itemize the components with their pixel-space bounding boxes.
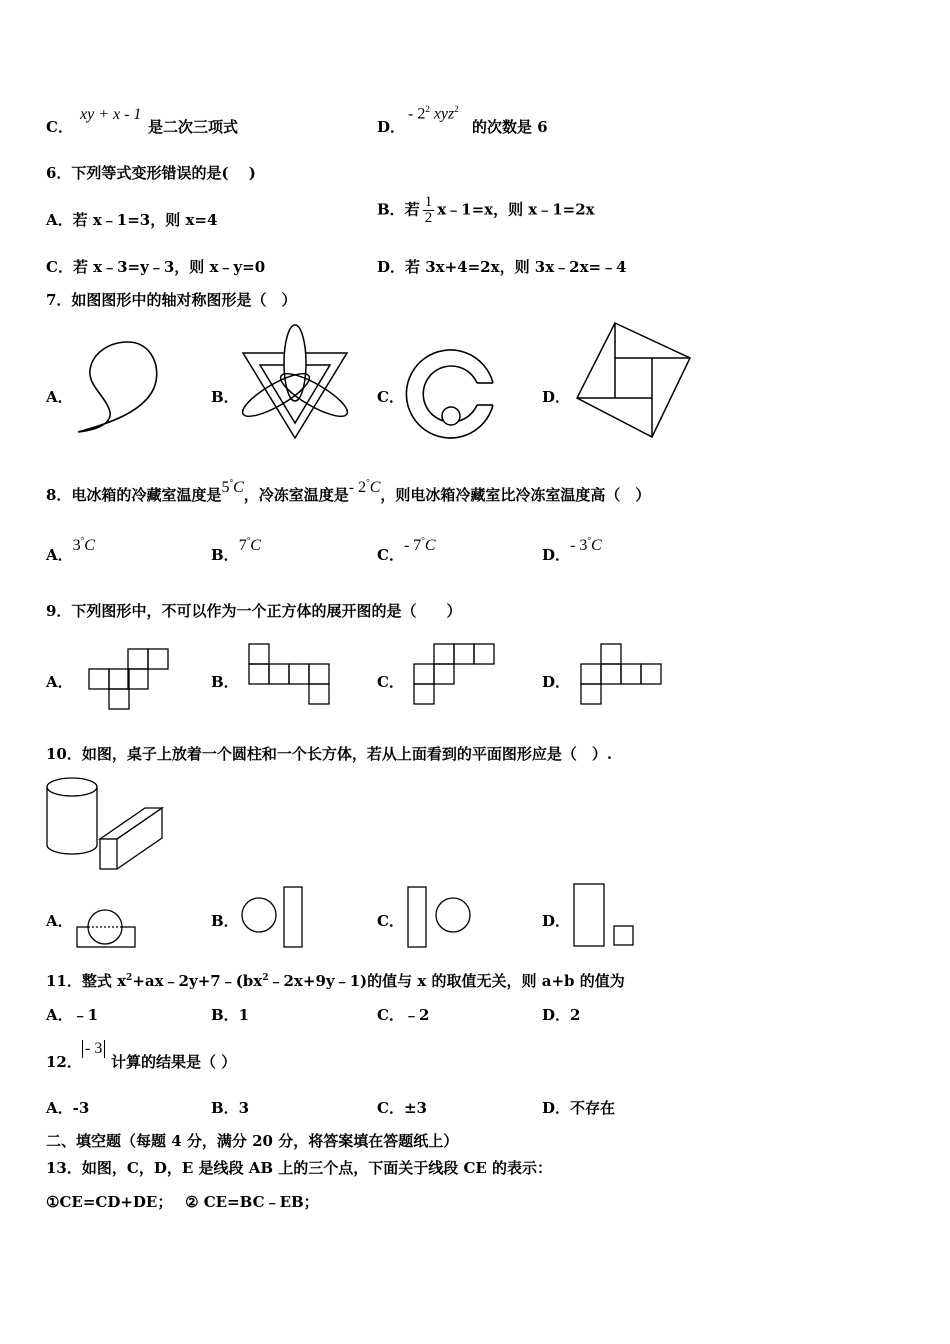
q9-option-c-label: C． (377, 673, 404, 691)
q6-option-b-fraction: $\frac{1}{2}$ (424, 194, 433, 226)
q9-net-c (413, 643, 495, 705)
q10-stem: 10．如图，桌子上放着一个圆柱和一个长方体，若从上面看到的平面图形应是（ ）. (46, 745, 613, 763)
q10-option-d-figure (572, 882, 638, 950)
q8-option-d: D．- 3°C (542, 535, 602, 564)
q9-stem: 9．下列图形中，不可以作为一个正方体的展开图的是（ ） (46, 602, 462, 620)
q8-option-c: C．- 7°C (377, 535, 436, 564)
q7-option-c-label: C． (377, 388, 404, 406)
q9-net-d (580, 643, 662, 705)
section-2-title: 二、填空题（每题 4 分，满分 20 分，将答案填在答题纸上） (46, 1132, 459, 1150)
q8-option-a: A．3°C (46, 535, 95, 564)
q8-option-b: B．7°C (211, 535, 261, 564)
q6-option-a: A．若 x﹣1=3，则 x=4 (46, 211, 218, 229)
q13-items: ①CE=CD+DE； ② CE=BC﹣EB； (46, 1193, 319, 1211)
q11-stem: 11．整式 $x^2+ax﹣2y+7﹣(bx^2﹣2x+9y﹣1)$的值与 x 的取值无关，则 a+b 的值为 (46, 972, 625, 990)
q12-option-b: B．3 (211, 1099, 250, 1117)
q9-net-b (248, 643, 330, 705)
q9-net-a (88, 648, 170, 710)
q9-option-b-label: B． (211, 673, 239, 691)
q12-label: 12． (46, 1053, 82, 1071)
q7-figure-d-rotated-square (570, 320, 695, 440)
q11-option-d: D．2 (542, 1006, 581, 1024)
q5-option-d-label: D． (377, 118, 406, 136)
q10-option-a-label: A． (46, 912, 73, 930)
q12-absolute-value: - 3 (82, 1040, 105, 1058)
q5-option-c-label: C． (46, 118, 73, 136)
q7-option-d-label: D． (542, 388, 571, 406)
q8-fridge-temp: 5°C (221, 477, 244, 496)
q9-option-a-label: A． (46, 673, 73, 691)
q12-option-d: D．不存在 (542, 1099, 616, 1117)
q12-option-a: A．-3 (46, 1099, 90, 1117)
q10-cylinder-and-cuboid (45, 775, 170, 875)
q7-stem: 7．如图图形中的轴对称图形是（ ） (46, 291, 297, 309)
q7-option-b-label: B． (211, 388, 239, 406)
q10-option-b-figure (240, 885, 310, 950)
q11-option-a: A．﹣1 (46, 1006, 99, 1024)
q6-stem: 6．下列等式变形错误的是( ) (46, 164, 256, 182)
q8-stem: 8．电冰箱的冷藏室温度是5°C，冷冻室温度是- 2°C，则电冰箱冷藏室比冷冻室温度高（ ） (46, 477, 651, 504)
q10-option-c-figure (405, 885, 475, 950)
q5-option-c-text: 是二次三项式 (148, 118, 239, 136)
q7-figure-a-comma-shape (70, 330, 170, 445)
q6-option-b: B．若 $\frac{1}{2}$ x﹣1=x，则 x﹣1=2x (377, 194, 595, 226)
q11-option-c: C．﹣2 (377, 1006, 430, 1024)
q7-figure-b-triangle-ellipses (240, 323, 350, 443)
q6-option-c: C．若 x﹣3=y﹣3，则 x﹣y=0 (46, 258, 266, 276)
q7-figure-c-ring-letter (405, 343, 500, 443)
q10-option-c-label: C． (377, 912, 404, 930)
q10-option-a-figure (75, 905, 137, 950)
q9-option-d-label: D． (542, 673, 571, 691)
q8-freezer-temp: - 2°C (348, 477, 381, 496)
q6-option-d: D．若 3x+4=2x，则 3x﹣2x=﹣4 (377, 258, 627, 276)
q7-option-a-label: A． (46, 388, 73, 406)
q10-option-d-label: D． (542, 912, 571, 930)
q5-option-c-expression: xy + x - 1 (80, 106, 142, 123)
q11-option-b: B．1 (211, 1006, 250, 1024)
q5-option-d-text: 的次数是 6 (472, 118, 548, 136)
q12-stem: 计算的结果是（ ） (111, 1053, 237, 1071)
q12-option-c: C．±3 (377, 1099, 427, 1117)
q10-option-b-label: B． (211, 912, 239, 930)
q5-option-d-expression: - $2^2$ xyz$^2$ (408, 104, 459, 123)
q13-stem: 13．如图，C，D，E 是线段 AB 上的三个点，下面关于线段 CE 的表示： (46, 1159, 553, 1177)
